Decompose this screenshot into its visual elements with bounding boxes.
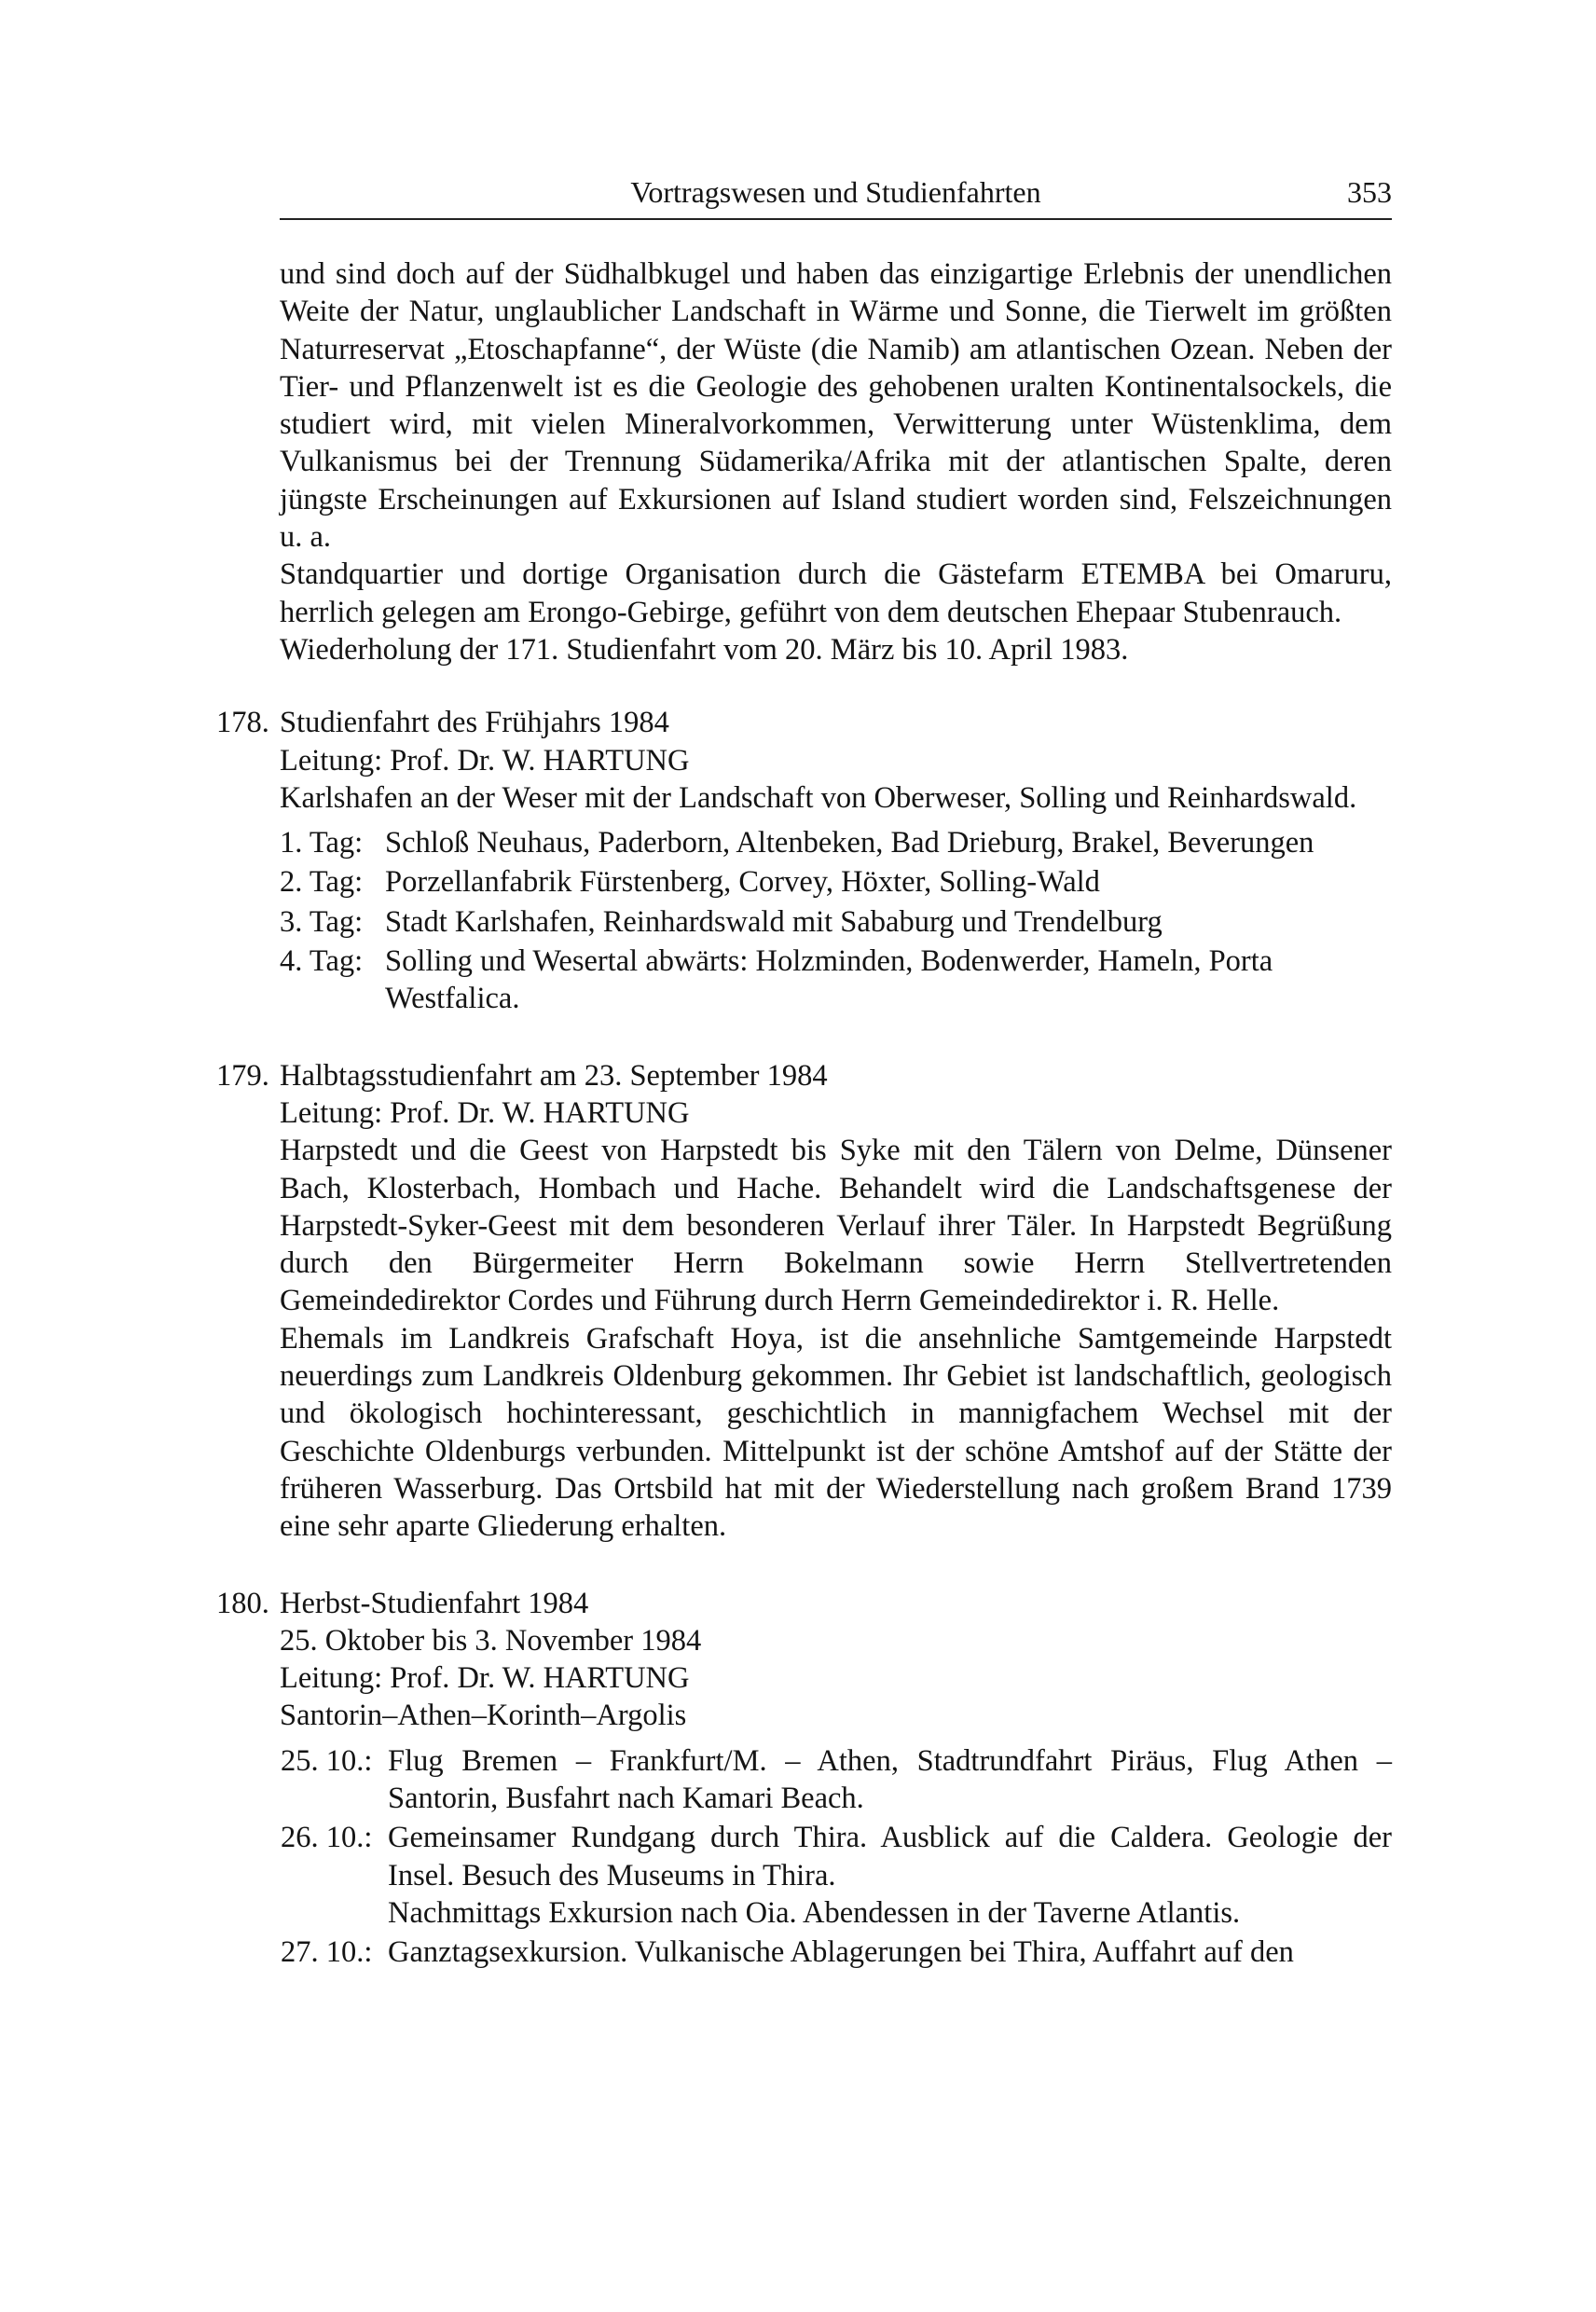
day-text: Gemeinsamer Rundgang durch Thira. Ausblick auf die Caldera. Geologie der Insel. Besuch des Museums in Thira.	[388, 1821, 1392, 1892]
section-leader: Leitung: Prof. Dr. W. HARTUNG	[280, 743, 690, 778]
day-label: 2. Tag:	[280, 865, 364, 900]
day-label: 25. 10.:	[281, 1743, 373, 1778]
section-paragraph-2: Ehemals im Landkreis Grafschaft Hoya, ist die ansehnliche Samtgemeinde Harpstedt neuerdings zum Landkreis Oldenburg gekommen. Ihr Gebiet ist landschaftlich, geologisch und ökologisch hochinteressant, geschichtlich in mannigfachem Wechsel mit der Geschichte Oldenburgs verbunden. Mittelpunkt ist der schöne Amtshof auf der Stätte der früheren Wasserburg. Das Ortsbild hat mit der Wiederstellung nach großem Brand 1739 eine sehr aparte Gliederung erhalten.	[280, 1321, 1392, 1544]
intro-paragraph-2: Standquartier und dortige Organisation durch die Gästefarm ETEMBA bei Omaruru, herrlich gelegen am Erongo-Gebirge, geführt von dem deutschen Ehepaar Stubenrauch.	[280, 557, 1392, 629]
day-label: 3. Tag:	[280, 904, 364, 939]
intro-paragraph-3: Wiederholung der 171. Studienfahrt vom 20. März bis 10. April 1983.	[280, 632, 1129, 667]
day-text: Solling und Wesertal abwärts: Holzminden, Bodenwerder, Hameln, Porta Westfalica.	[385, 944, 1273, 1016]
section-title: Studienfahrt des Frühjahrs 1984	[280, 706, 669, 740]
day-item	[281, 1819, 1392, 1932]
day-item	[280, 863, 1392, 901]
section-number: 178.	[216, 706, 269, 740]
page-header	[280, 173, 1392, 211]
day-list	[280, 824, 1392, 1017]
day-label: 1. Tag:	[280, 826, 364, 860]
running-head: Vortragswesen und Studienfahrten	[630, 175, 1041, 209]
day-text-block	[388, 1819, 1392, 1932]
section-title: Halbtagsstudienfahrt am 23. September 1984	[280, 1058, 828, 1093]
section-leader: Leitung: Prof. Dr. W. HARTUNG	[280, 1661, 690, 1696]
section-179	[216, 1057, 1392, 1546]
day-label: 4. Tag:	[280, 944, 364, 979]
day-text: Porzellanfabrik Fürstenberg, Corvey, Höxter, Solling-Wald	[385, 865, 1100, 900]
header-rule	[280, 218, 1392, 220]
page-body	[216, 255, 1392, 1971]
page-number: 353	[1347, 175, 1392, 209]
day-label: 26. 10.:	[281, 1821, 373, 1855]
section-route: Santorin–Athen–Korinth–Argolis	[280, 1699, 687, 1733]
day-list	[281, 1742, 1392, 1972]
section-title: Herbst-Studienfahrt 1984	[280, 1586, 589, 1620]
day-label: 27. 10.:	[281, 1935, 373, 1970]
section-number: 180.	[216, 1586, 269, 1620]
intro-block	[280, 255, 1392, 668]
day-text: Schloß Neuhaus, Paderborn, Altenbeken, Bad Drieburɡ, Brakel, Beverungen	[385, 826, 1314, 860]
section-paragraph-1: Harpstedt und die Geest von Harpstedt bis Syke mit den Tälern von Delme, Dünsener Bach, Klosterbach, Hombach und Hache. Behandelt wird die Landschaftsgenese der Harpstedt-Syker-Geest mit dem besonderen Verlauf ihrer Täler. In Harpstedt Begrüßung durch den Bürgermeiter Herrn Bokelmann sowie Herrn Stellvertretenden Gemeindedirektor Cordes und Führung durch Herrn Gemeindedirektor i. R. Helle.	[280, 1134, 1392, 1318]
section-leader: Leitung: Prof. Dr. W. HARTUNG	[280, 1095, 690, 1130]
day-item	[280, 943, 1392, 1018]
section-180	[216, 1585, 1392, 1972]
day-item	[281, 1934, 1392, 1971]
intro-paragraph-1: und sind doch auf der Südhalbkugel und haben das einzigartige Erlebnis der unendlichen Weite der Natur, unglaublicher Landschaft in Wärme und Sonne, die Tierwelt im größten Naturreservat „Etoschapfanne“, der Wüste (die Namib) am atlantischen Ozean. Neben der Tier- und Pflanzenwelt ist es die Geologie des gehobenen uralten Kontinentalsockels, die studiert wird, mit vielen Mineralvorkommen, Verwitterung unter Wüstenklima, dem Vulkanismus bei der Trennung Südamerika/Afrika mit der atlantischen Spalte, deren jüngste Erscheinungen auf Exkursionen auf Island studiert worden sind, Felszeichnungen u. a.	[280, 257, 1392, 555]
day-text-continued: Nachmittags Exkursion nach Oia. Abendessen in der Taverne Atlantis.	[388, 1895, 1241, 1930]
day-item	[280, 903, 1392, 941]
day-item	[281, 1742, 1392, 1818]
day-text: Stadt Karlshafen, Reinhardswald mit Sababurg und Trendelburg	[385, 904, 1163, 939]
day-text: Flug Bremen – Frankfurt/M. – Athen, Stadtrundfahrt Piräus, Flug Athen – Santorin, Busfahrt nach Kamari Beach.	[388, 1743, 1392, 1815]
section-dates: 25. Oktober bis 3. November 1984	[280, 1623, 702, 1658]
section-178	[216, 704, 1392, 1017]
day-item	[280, 824, 1392, 861]
section-description: Karlshafen an der Weser mit der Landschaft von Oberweser, Solling und Reinhardswald.	[280, 780, 1357, 815]
section-number: 179.	[216, 1058, 269, 1093]
day-text: Ganztagsexkursion. Vulkanische Ablagerungen bei Thira, Auffahrt auf den	[388, 1935, 1294, 1970]
